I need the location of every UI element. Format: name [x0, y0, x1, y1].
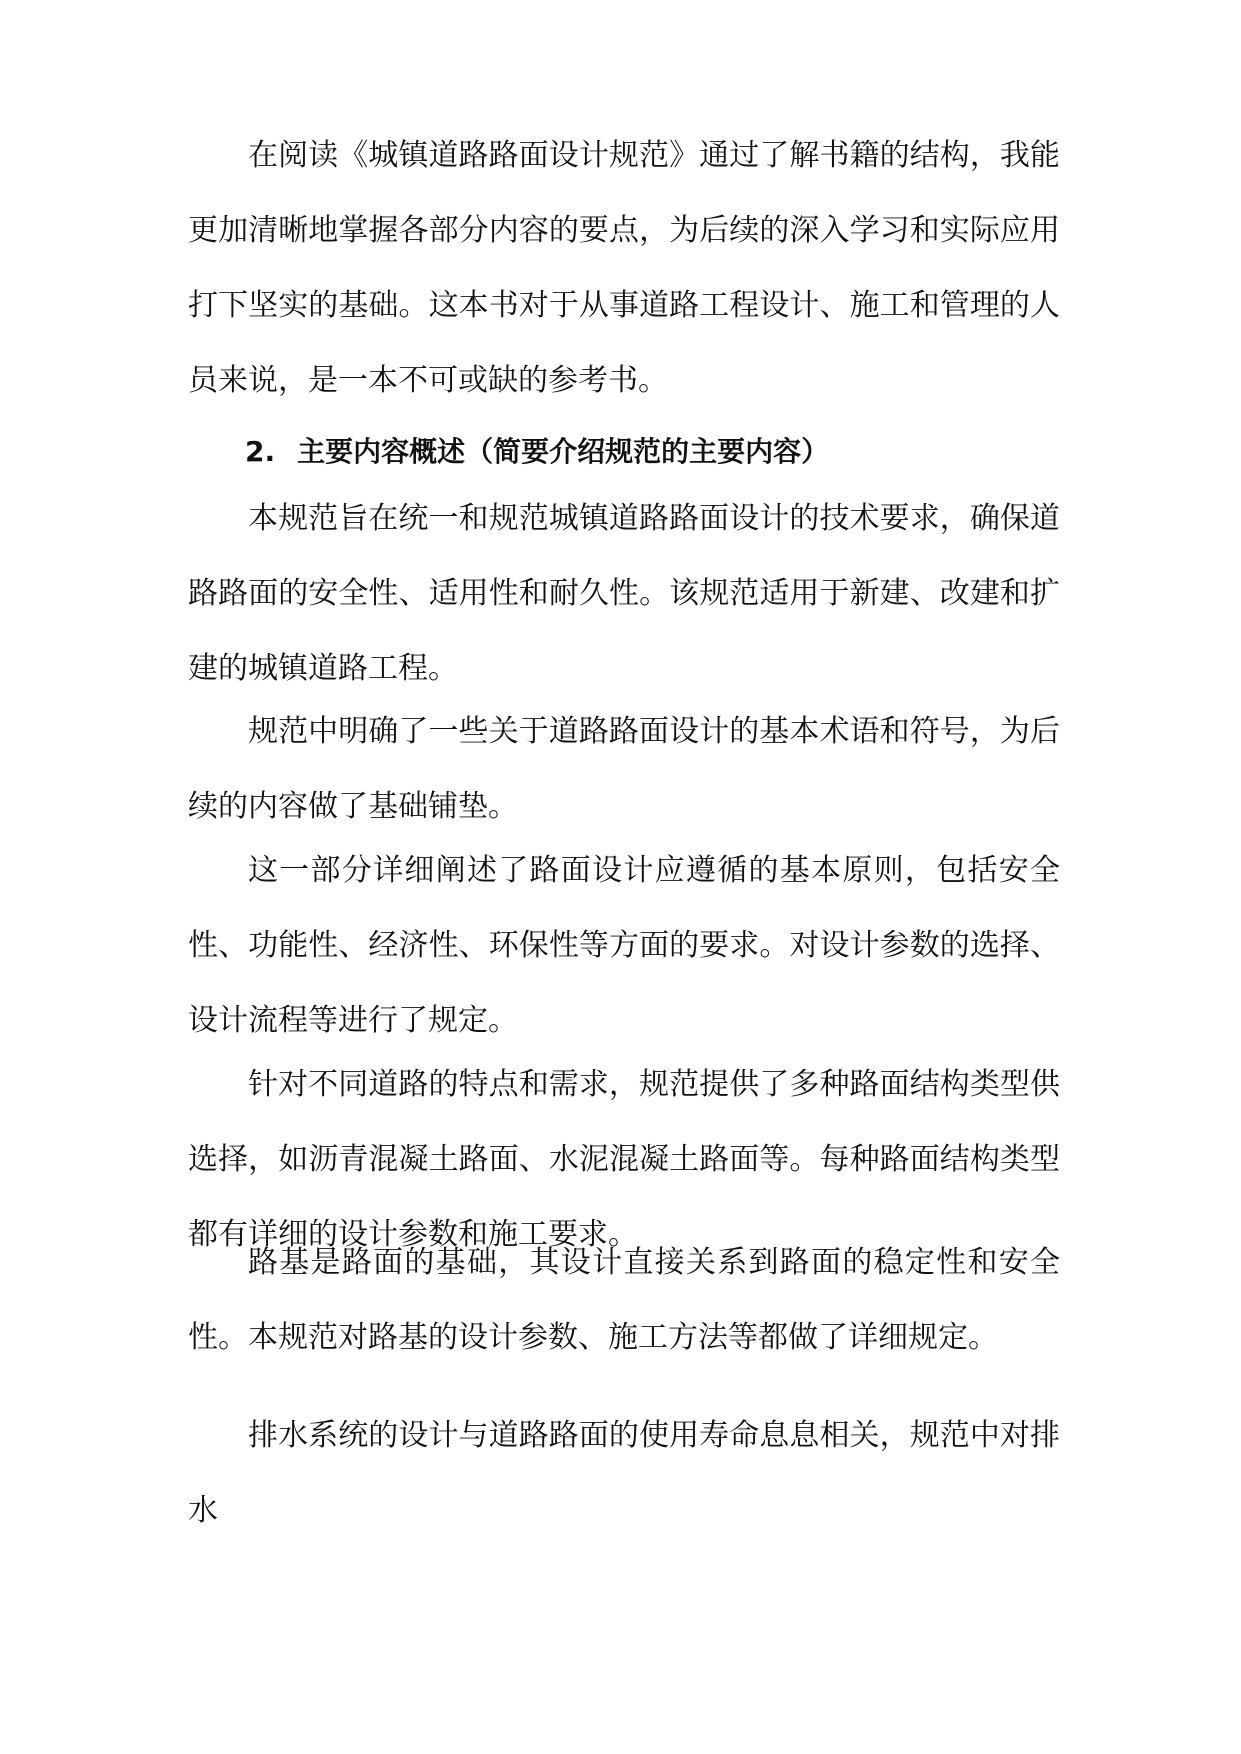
intro-paragraph: 在阅读《城镇道路路面设计规范》通过了解书籍的结构，我能更加清晰地掌握各部分内容的要点，为后续的深入学习和实际应用打下坚实的基础。这本书对于从事道路工程设计、施工和管理的人员来说，是一本不可或缺的参考书。	[188, 138, 1060, 398]
section-number: 2.	[245, 435, 276, 468]
body-paragraph: 规范中明确了一些关于道路路面设计的基本术语和符号，为后续的内容做了基础铺垫。	[188, 714, 1060, 824]
body-paragraph: 排水系统的设计与道路路面的使用寿命息息相关，规范中对排水	[188, 1418, 1060, 1528]
section-heading	[245, 432, 829, 472]
body-paragraph: 这一部分详细阐述了路面设计应遵循的基本原则，包括安全性、功能性、经济性、环保性等方面的要求。对设计参数的选择、设计流程等进行了规定。	[188, 853, 1060, 1038]
section-title: 主要内容概述（简要介绍规范的主要内容）	[297, 435, 830, 468]
body-paragraph: 本规范旨在统一和规范城镇道路路面设计的技术要求，确保道路路面的安全性、适用性和耐久性。该规范适用于新建、改建和扩建的城镇道路工程。	[188, 501, 1060, 686]
body-paragraph: 针对不同道路的特点和需求，规范提供了多种路面结构类型供选择，如沥青混凝土路面、水泥混凝土路面等。每种路面结构类型都有详细的设计参数和施工要求。	[188, 1067, 1060, 1252]
body-paragraph: 路基是路面的基础，其设计直接关系到路面的稳定性和安全性。本规范对路基的设计参数、施工方法等都做了详细规定。	[188, 1245, 1060, 1355]
